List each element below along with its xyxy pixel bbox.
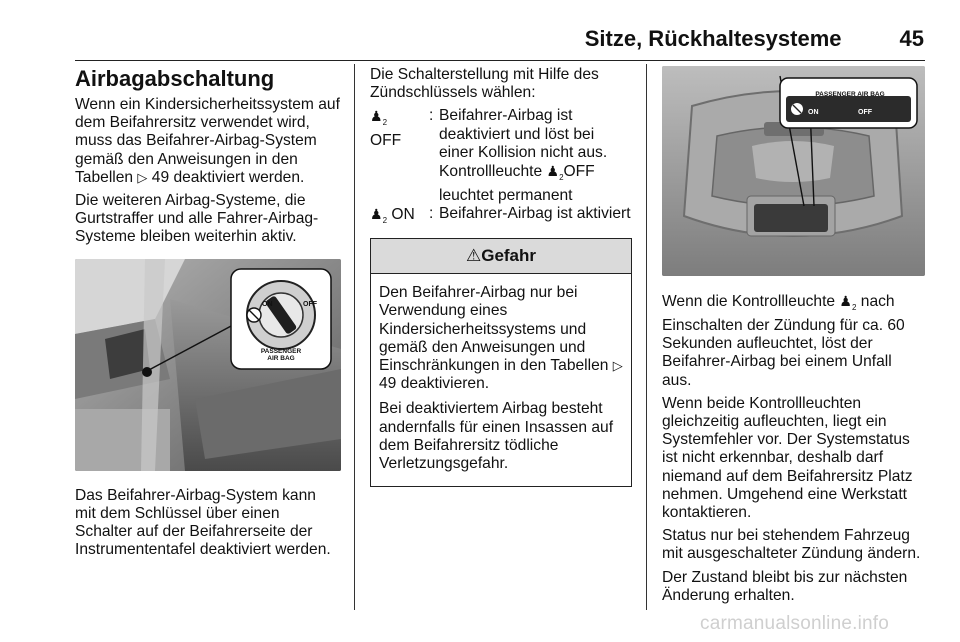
change-status-paragraph: Status nur bei stehendem Fahrzeug mit ausgeschalteter Zündung ändern.	[662, 527, 921, 563]
header-rule	[75, 60, 925, 61]
indicator-on-label: ON	[808, 109, 819, 116]
indicator-on-paragraph: Wenn die Kontrollleuchte $♟_2$ nach Einschalten der Zündung für ca. 60 Sekunden aufleuchtet, löst der Beifahrer-Airbag bei einem Unfall aus.	[662, 293, 905, 389]
right-column	[662, 66, 925, 610]
passenger-airbag-on-icon: $♟_2$	[370, 206, 388, 226]
on-definition: Beifahrer-Airbag ist aktiviert	[439, 205, 631, 223]
warning-header	[371, 239, 631, 274]
on-position-entry: $♟_2$ ON : Beifahrer-Airbag ist aktiviert	[370, 205, 632, 230]
page-reference-icon: ▷	[612, 358, 623, 374]
off-term: $♟_2$ OFF	[370, 107, 429, 205]
switch-instructions: Die Schalterstellung mit Hilfe des Zündschlüssels wählen:	[370, 66, 599, 102]
passenger-airbag-off-icon: $♟_2$	[370, 108, 388, 128]
page-number: 45	[899, 26, 924, 51]
section-title: Sitze, Rückhaltesysteme	[584, 26, 842, 51]
indicator-title: PASSENGER AIR BAG	[815, 91, 885, 98]
switch-on-label: ON	[262, 300, 273, 308]
warning-title: Gefahr	[481, 246, 537, 266]
airbag-switch-photo	[75, 259, 341, 471]
running-header	[584, 26, 924, 52]
intro-paragraph: Wenn ein Kindersicherheitssystem auf dem Beifahrersitz verwendet wird, muss das Beifahrer-Airbag-System gemäß den Anweisungen in den Tabellen ▷ 49 deaktiviert werden.	[75, 96, 340, 186]
off-definition: Beifahrer-Airbag ist deaktiviert und löst bei einer Kollision nicht aus. Kontrollleuchte $♟_2OFF$ leuchtet permanent	[439, 107, 608, 205]
other-systems-paragraph: Die weiteren Airbag-Systeme, die Gurtstraffer und alle Fahrer-Airbag-Systeme bleiben weiterhin aktiv.	[75, 192, 319, 246]
watermark: carmanualsonline.info	[700, 613, 890, 634]
switch-caption: PASSENGER AIR BAG	[260, 347, 302, 362]
indicator-off-label: OFF	[858, 109, 872, 116]
off-position-entry: $♟_2$ OFF : Beifahrer-Airbag ist deaktiviert und löst bei einer Kollision nicht aus. Kontrollleuchte $♟_2OFF$ leuchtet permanent	[370, 107, 632, 205]
column-divider-left	[354, 64, 355, 610]
danger-warning-box	[370, 238, 632, 487]
on-term: $♟_2$ ON	[370, 206, 415, 226]
warning-body	[371, 274, 631, 486]
page-reference-icon: ▷	[137, 169, 148, 185]
state-retained-paragraph: Der Zustand bleibt bis zur nächsten Änderung erhalten.	[662, 568, 908, 604]
page-heading: Airbagabschaltung	[75, 66, 275, 91]
switch-off-label: OFF	[303, 300, 317, 308]
indicator-light-photo	[662, 66, 925, 276]
switch-description-paragraph: Das Beifahrer-Airbag-System kann mit dem Schlüssel über einen Schalter auf der Beifahrerseite der Instrumententafel deaktiviert werden.	[75, 486, 331, 559]
warning-triangle-icon: ⚠	[465, 246, 482, 266]
warning-paragraph-1: Den Beifahrer-Airbag nur bei Verwendung eines Kindersicherheitssystems und gemäß den Anweisungen und Einschränkungen in den Tabellen ▷ 49 deaktivieren.	[379, 284, 623, 393]
column-divider-right	[646, 64, 647, 610]
middle-column	[370, 66, 632, 487]
warning-paragraph-2: Bei deaktiviertem Airbag besteht andernfalls für einen Insassen auf dem Beifahrersitz tödliche Verletzungsgefahr.	[379, 400, 614, 473]
left-column	[75, 66, 341, 564]
passenger-airbag-on-icon: $♟_2$	[839, 293, 857, 312]
passenger-airbag-off-icon: $♟_2$	[546, 163, 564, 182]
system-fault-paragraph: Wenn beide Kontrollleuchten gleichzeitig aufleuchten, liegt ein Systemfehler vor. Der Systemstatus ist nicht erkennbar, deshalb darf niemand auf dem Beifahrersitz Platz nehmen. Umgehend eine Werkstatt kontaktieren.	[662, 394, 913, 522]
